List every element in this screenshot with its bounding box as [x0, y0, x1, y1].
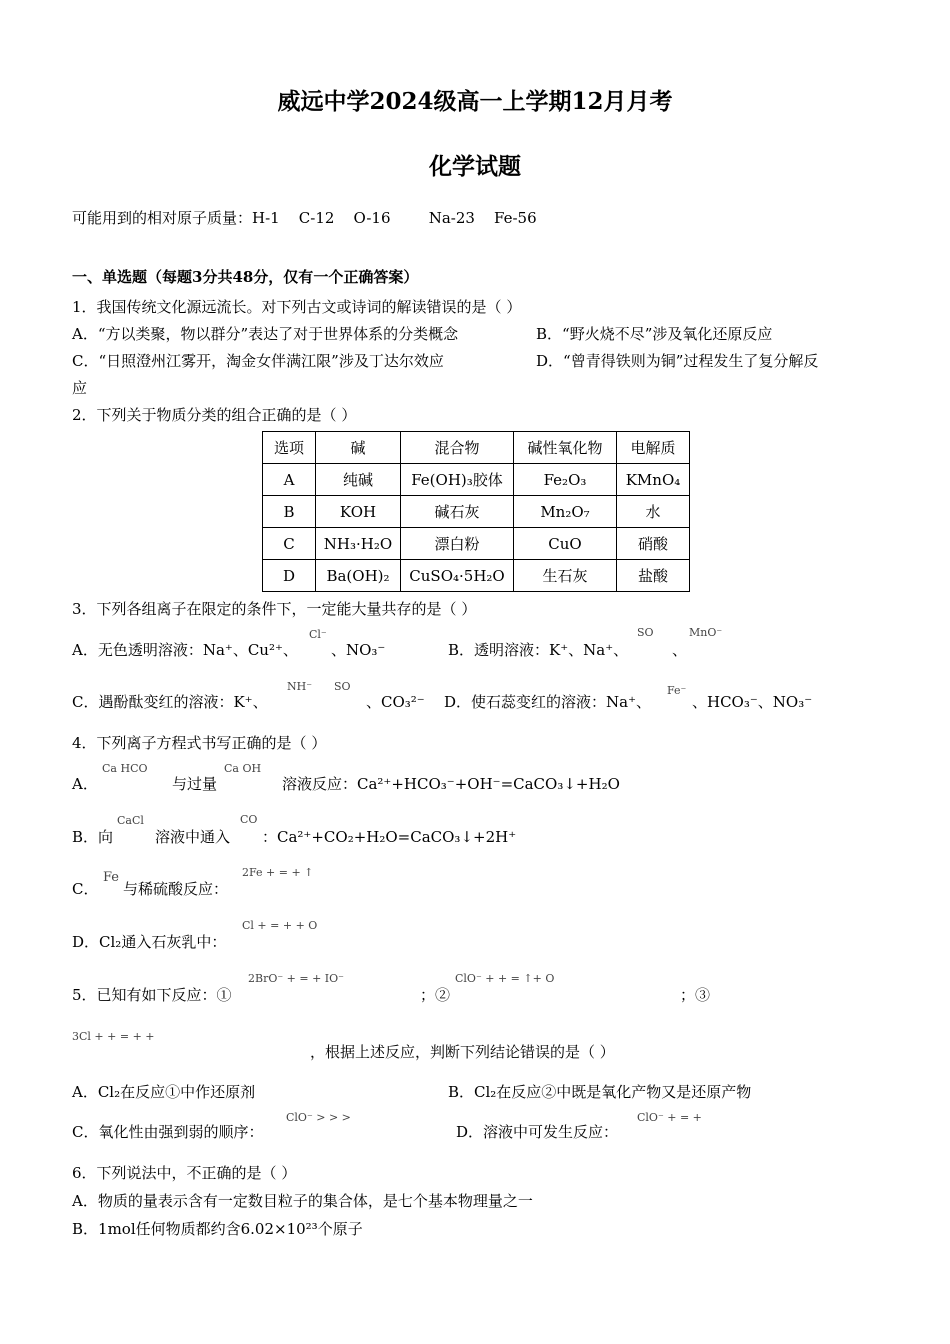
q5-option-d: D．溶液中可发生反应：: [456, 1123, 619, 1141]
table-cell: Fe₂O₃: [514, 464, 617, 496]
table-row: [263, 528, 690, 560]
q4-c-formula-1: Fe: [103, 870, 120, 885]
atomic-mass-label: 可能用到的相对原子质量：: [72, 209, 253, 227]
atomic-mass-na: Na-23: [428, 209, 475, 227]
table-cell: Fe(OH)₃胶体: [401, 464, 514, 496]
q5-stem: 5．已知有如下反应：①: [72, 986, 232, 1004]
q1-option-b: B．“野火烧不尽”涉及氧化还原反应: [536, 325, 773, 343]
q3-b-formula-1: SO: [637, 626, 654, 639]
table-header: 选项: [263, 432, 316, 464]
table-cell: 盐酸: [617, 560, 690, 592]
table-cell: 硝酸: [617, 528, 690, 560]
q3-option-c-end: 、CO₃²⁻: [366, 693, 425, 711]
q5-sep-3: ；③: [680, 986, 711, 1004]
q3-b-formula-2: MnO⁻: [689, 626, 723, 639]
q5-equation-3: 3Cl + + = + +: [72, 1030, 155, 1043]
q4-option-c: C．: [72, 880, 99, 898]
q1-option-d: D．“曾青得铁则为铜”过程发生了复分解反: [536, 352, 819, 370]
table-cell: A: [263, 464, 316, 496]
q5-equation-2: ClO⁻ + + = ↑+ O: [455, 972, 555, 985]
q3-option-d-end: 、HCO₃⁻、NO₃⁻: [692, 693, 813, 711]
table-cell: 纯碱: [316, 464, 401, 496]
atomic-mass-line: [72, 209, 537, 227]
q4-a-formula-1: Ca HCO: [102, 762, 148, 775]
q1-option-c: C．“日照澄州江雾开，淘金女伴满江限”涉及丁达尔效应: [72, 352, 444, 370]
q5-option-a: A．Cl₂在反应①中作还原剂: [72, 1083, 256, 1101]
q2-stem: 2．下列关于物质分类的组合正确的是（ ）: [72, 406, 357, 424]
classification-table: [262, 431, 690, 592]
table-cell: KMnO₄: [617, 464, 690, 496]
table-cell: B: [263, 496, 316, 528]
q3-d-formula: Fe⁻: [667, 684, 687, 697]
table-cell: Ba(OH)₂: [316, 560, 401, 592]
q4-option-d: D．Cl₂通入石灰乳中：: [72, 933, 227, 951]
table-cell: NH₃·H₂O: [316, 528, 401, 560]
q4-option-b: B．向: [72, 828, 114, 846]
table-cell: 漂白粉: [401, 528, 514, 560]
q3-c-formula-1: NH⁻: [287, 680, 313, 693]
atomic-mass-o: O-16: [353, 209, 391, 227]
q6-option-b: B．1mol任何物质都约含6.02×10²³个原子: [72, 1220, 363, 1238]
table-row: [263, 464, 690, 496]
q6-option-a: A．物质的量表示含有一定数目粒子的集合体，是七个基本物理量之一: [72, 1192, 533, 1210]
section-heading: 一、单选题（每题3分共48分，仅有一个正确答案）: [72, 268, 419, 286]
q4-option-c-mid: 与稀硫酸反应：: [123, 880, 229, 898]
exam-subtitle: 化学试题: [429, 153, 521, 180]
q3-option-a: A．无色透明溶液：Na⁺、Cu²⁺、: [72, 641, 298, 659]
q4-option-b-mid: 溶液中通入: [155, 828, 231, 846]
q4-option-a-mid: 与过量: [172, 775, 218, 793]
atomic-mass-h: H-1: [252, 209, 280, 227]
q5-c-formula: ClO⁻ > > >: [286, 1111, 351, 1124]
q5-equation-1: 2BrO⁻ + = + IO⁻: [248, 972, 344, 985]
atomic-mass-c: C-12: [298, 209, 335, 227]
table-cell: 水: [617, 496, 690, 528]
q4-option-a: A．: [72, 775, 98, 793]
table-cell: KOH: [316, 496, 401, 528]
q4-b-formula-1: CaCl: [117, 814, 144, 827]
table-header: 碱性氧化物: [514, 432, 617, 464]
q4-c-formula-2: 2Fe + = + ↑: [242, 866, 314, 879]
table-cell: C: [263, 528, 316, 560]
q4-option-b-end: ：Ca²⁺+CO₂+H₂O=CaCO₃↓+2H⁺: [262, 828, 517, 846]
q3-c-formula-2: SO: [334, 680, 351, 693]
q3-option-b: B．透明溶液：K⁺、Na⁺、: [448, 641, 629, 659]
q1-stem: 1．我国传统文化源远流长。对下列古文或诗词的解读错误的是（ ）: [72, 298, 522, 316]
table-cell: 碱石灰: [401, 496, 514, 528]
q3-stem: 3．下列各组离子在限定的条件下，一定能大量共存的是（ ）: [72, 600, 477, 618]
q4-option-a-end: 溶液反应：Ca²⁺+HCO₃⁻+OH⁻=CaCO₃↓+H₂O: [282, 775, 620, 793]
q3-option-a-end: 、NO₃⁻: [331, 641, 386, 659]
table-row: [263, 560, 690, 592]
q5-sep-2: ；②: [420, 986, 451, 1004]
table-header-row: [263, 432, 690, 464]
q5-option-b: B．Cl₂在反应②中既是氧化产物又是还原产物: [448, 1083, 752, 1101]
q3-a-formula: Cl⁻: [309, 628, 327, 641]
exam-title: 威远中学2024级高一上学期12月月考: [277, 88, 673, 115]
q6-stem: 6．下列说法中，不正确的是（ ）: [72, 1164, 297, 1182]
table-cell: CuO: [514, 528, 617, 560]
q1-option-a: A．“方以类聚，物以群分”表达了对于世界体系的分类概念: [72, 325, 459, 343]
q3-option-c: C．遇酚酞变红的溶液：K⁺、: [72, 693, 268, 711]
table-cell: CuSO₄·5H₂O: [401, 560, 514, 592]
q4-a-formula-2: Ca OH: [224, 762, 262, 775]
table-cell: Mn₂O₇: [514, 496, 617, 528]
atomic-mass-fe: Fe-56: [494, 209, 537, 227]
q1-option-d-cont: 应: [72, 379, 88, 397]
q3-option-b-end: 、: [672, 641, 688, 659]
q4-b-formula-2: CO: [240, 813, 258, 826]
table-header: 混合物: [401, 432, 514, 464]
q4-d-formula: Cl + = + + O: [242, 919, 318, 932]
q5-d-formula: ClO⁻ + = +: [637, 1111, 702, 1124]
table-header: 电解质: [617, 432, 690, 464]
table-cell: D: [263, 560, 316, 592]
table-header: 碱: [316, 432, 401, 464]
q5-stem-end: ，根据上述反应，判断下列结论错误的是（ ）: [310, 1043, 615, 1061]
q4-stem: 4．下列离子方程式书写正确的是（ ）: [72, 734, 327, 752]
q3-option-d: D．使石蕊变红的溶液：Na⁺、: [444, 693, 652, 711]
table-cell: 生石灰: [514, 560, 617, 592]
q5-option-c: C．氧化性由强到弱的顺序：: [72, 1123, 264, 1141]
table-row: [263, 496, 690, 528]
